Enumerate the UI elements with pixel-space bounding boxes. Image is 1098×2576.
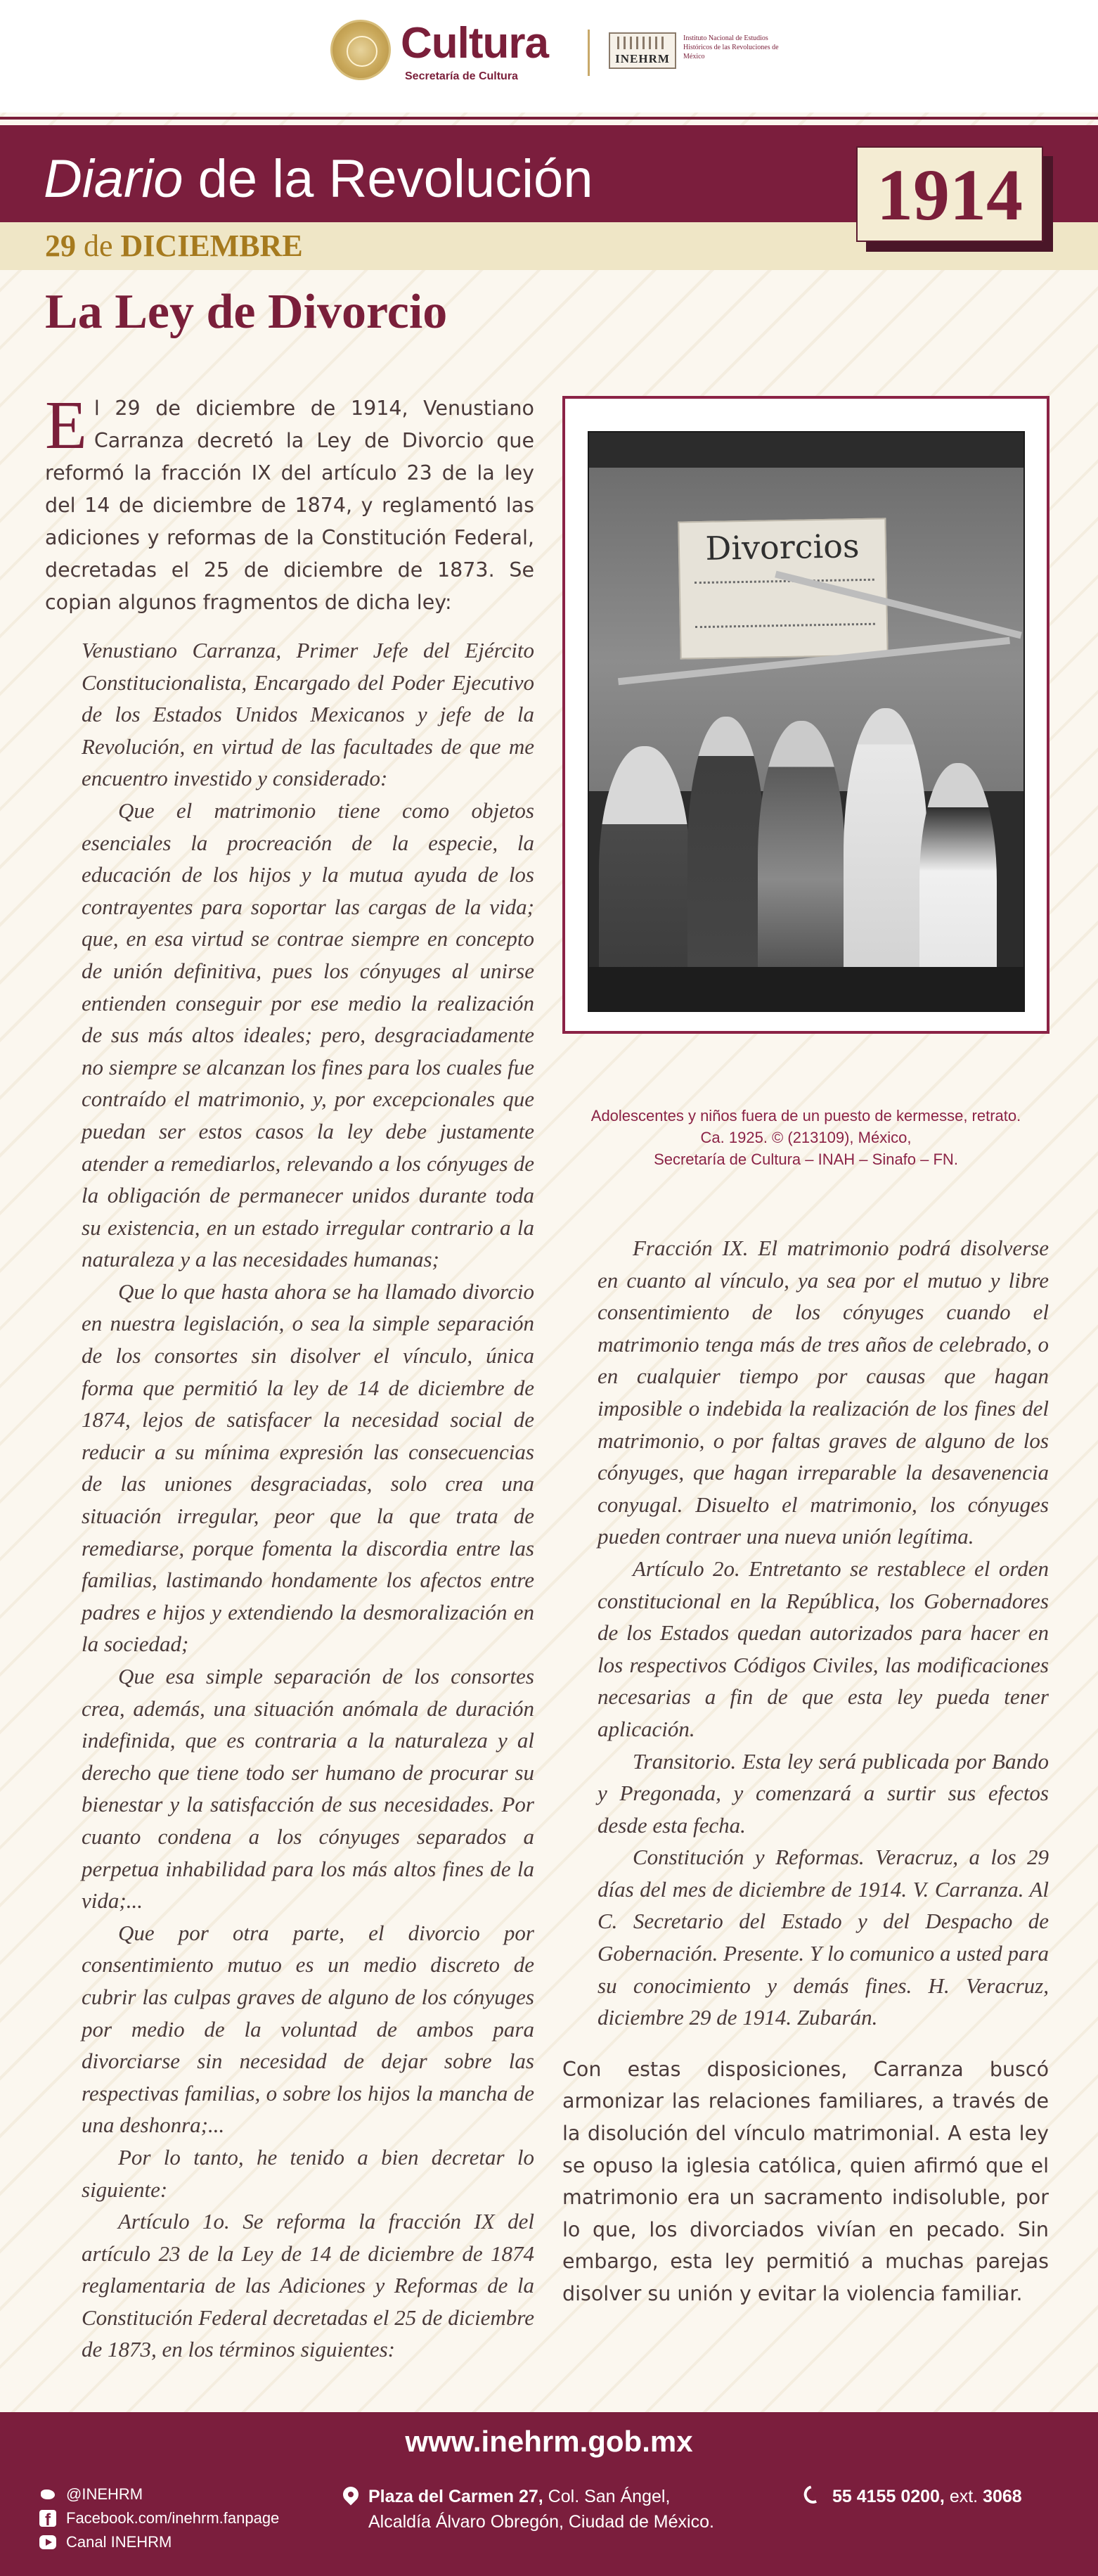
date-day: 29 bbox=[45, 229, 76, 263]
youtube-link[interactable] bbox=[39, 2530, 279, 2554]
caption-line: Ca. 1925. © (213109), México, bbox=[700, 1129, 912, 1146]
caption-line: Secretaría de Cultura – INAH – Sinafo – FN. bbox=[654, 1151, 958, 1168]
facebook-link[interactable] bbox=[39, 2506, 279, 2530]
twitter-handle: @INEHRM bbox=[66, 2485, 143, 2503]
youtube-icon bbox=[39, 2535, 56, 2549]
address-colony: Col. San Ángel, bbox=[543, 2487, 671, 2506]
address-line-2: Alcaldía Álvaro Obregón, Ciudad de México. bbox=[368, 2512, 714, 2532]
caption-line: Adolescentes y niños fuera de un puesto de kermesse, retrato. bbox=[590, 1107, 1021, 1124]
location-pin-icon bbox=[340, 2483, 361, 2505]
quote-paragraph: Que el matrimonio tiene como objetos esenciales la procreación de la especie, la educación de los hijos y la mutua ayuda de los contrayentes para soportar las cargas de la vida; que, en esa virtud se contrae siempre en concepto de unión definitiva, pues los cónyuges al unirse entienden conseguir por ese medio la realización de sus más altos ideales; pero, desgraciadamente no siempre se alcanzan los fines para los cuales fue contraído el matrimonio, y, por excepcionales que puedan ser estos casos la ley debe justamente atender a remediarlos, relevando a los cónyuges de la obligación de permanecer unidos durante toda su existencia, en un estado irregular contrario a la naturaleza y a las necesidades humanas; bbox=[82, 797, 534, 1272]
inehrm-logo-text: INEHRM bbox=[615, 52, 670, 65]
facebook-icon bbox=[39, 2510, 56, 2527]
address-line-1 bbox=[368, 2484, 714, 2509]
quote-paragraph: Que por otra parte, el divorcio por consentimiento mutuo es un medio discreto de cubrir las culpas graves de alguno de los cónyuges por medio de la voluntad de ambos para divorciarse sin necesidad de dejar sobre las respectivas familias, o sobre los hijos la mancha de una deshonra;... bbox=[82, 1920, 534, 2138]
header-rule bbox=[0, 117, 1098, 120]
photo-floor bbox=[589, 967, 1023, 1012]
date-de: de bbox=[84, 229, 113, 263]
website-link[interactable]: www.inehrm.gob.mx bbox=[405, 2425, 693, 2458]
law-quote-right bbox=[598, 1232, 1049, 2034]
date-month: DICIEMBRE bbox=[120, 229, 303, 263]
address bbox=[368, 2484, 714, 2535]
cultura-logo: Cultura bbox=[401, 19, 548, 68]
photo-figure bbox=[758, 721, 845, 1009]
historical-photo bbox=[588, 431, 1025, 1012]
intro-text: l 29 de diciembre de 1914, Venustiano Carranza decretó la Ley de Divorcio que reformó la fracción IX del artículo 23 de la ley del 14 de diciembre de 1874, y reglamentó las adiciones y reformas de la Constitución Federal, decretadas el 25 de diciembre de 1873. Se copian algunos fragmentos de dicha ley: bbox=[45, 397, 534, 614]
photo-caption bbox=[562, 1105, 1049, 1170]
photo-figure bbox=[844, 708, 928, 1011]
series-title-italic: Diario bbox=[44, 149, 183, 209]
photo-sign bbox=[678, 518, 888, 659]
left-column bbox=[45, 387, 534, 2366]
youtube-channel: Canal INEHRM bbox=[66, 2533, 172, 2551]
quote-paragraph: Artículo 2o. Entretanto se restablece el orden constitucional en la República, los Gobernadores de los Estados quedan autorizados para hacer en los respectivos Códigos Civiles, las modificaciones necesarias a fin de que esta ley pueda tener aplicación. bbox=[598, 1556, 1049, 1741]
address-street: Plaza del Carmen 27, bbox=[368, 2487, 543, 2506]
national-seal-icon bbox=[330, 20, 391, 80]
quote-paragraph: Fracción IX. El matrimonio podrá disolverse en cuanto al vínculo, ya sea por el mutuo y libre consentimiento de los cónyuges cuando el matrimonio tenga más de tres años de celebrado, o en cualquier tiempo por causas que hagan imposible o indebida la realización de los fines del matrimonio, o por faltas graves de alguno de los cónyuges, que hagan irreparable la desavenencia conyugal. Disuelto el matrimonio, los cónyuges pueden contraer una nueva unión legítima. bbox=[598, 1236, 1049, 1549]
drop-cap: E bbox=[45, 387, 87, 463]
quote-paragraph: Transitorio. Esta ley será publicada por Bando y Pregonada, y comenzará a surtir sus efectos desde esta fecha. bbox=[598, 1748, 1049, 1838]
quote-paragraph: Que lo que hasta ahora se ha llamado divorcio en nuestra legislación, o sea la simple separación de los consortes sin disolver el vínculo, única forma que permitió la ley de 14 de diciembre de 1874, lejos de satisfacer la necesidad social de reducir a su mínima expresión las consecuencias de las uniones desgraciadas, solo crea una situación irregular, peor que la que trata de remediarse, porque fomenta la discordia entre las familias, lastimando hondamente los afectos entre padres e hijos y extendiendo la desmoralización en la sociedad; bbox=[82, 1279, 534, 1657]
photo-sign-scribbles bbox=[695, 579, 875, 628]
twitter-icon bbox=[39, 2486, 56, 2503]
facebook-page: Facebook.com/inehrm.fanpage bbox=[66, 2509, 280, 2527]
year-box bbox=[856, 146, 1043, 242]
photo-sign-text: Divorcios bbox=[704, 527, 860, 568]
law-quote-left bbox=[82, 634, 534, 2366]
series-title bbox=[44, 148, 593, 210]
quote-paragraph: Constitución y Reformas. Veracruz, a los 29 días del mes de diciembre de 1914. V. Carranza. Al C. Secretario del Estado y del Despacho de Gobernación. Presente. Y lo comunico a usted para su conocimiento y demás fines. H. Veracruz, diciembre 29 de 1914. Zubarán. bbox=[598, 1845, 1049, 2030]
inehrm-logo bbox=[609, 32, 676, 69]
photo-figure bbox=[687, 717, 765, 998]
article-title: La Ley de Divorcio bbox=[45, 285, 448, 339]
quote-paragraph: Que esa simple separación de los consortes crea, además, una situación anómala de duración indefinida, que es contraria a la naturaleza y al derecho que tiene todo ser humano de procurar su bienestar y la satisfacción de sus necesidades. Por cuanto condena a los cónyuges separados a perpetua inhabilidad para los más altos fines de la vida;... bbox=[82, 1664, 534, 1914]
cultura-subtitle: Secretaría de Cultura bbox=[405, 70, 518, 82]
quote-paragraph: Venustiano Carranza, Primer Jefe del Ejército Constitucionalista, Encargado del Poder Ejecutivo de los Estados Unidos Mexicanos y jefe de la Revolución, en virtud de las facultades de que me encuentro investido y considerado: bbox=[82, 638, 534, 791]
quote-paragraph: Artículo 1o. Se reforma la fracción IX del artículo 23 de la Ley de 14 de diciembre de 1874 reglamentaria de las Adiciones y Reformas de la Constitución Federal decretadas el 25 de diciembre de 1873, en los términos siguientes: bbox=[82, 2209, 534, 2362]
phone-ext-label: ext. bbox=[944, 2487, 983, 2506]
top-header bbox=[0, 0, 1098, 113]
phone bbox=[832, 2484, 1022, 2509]
photo-frame bbox=[562, 396, 1049, 1034]
quote-paragraph: Por lo tanto, he tenido a bien decretar lo siguiente: bbox=[82, 2144, 534, 2202]
right-column bbox=[562, 1232, 1049, 2310]
footer bbox=[0, 2412, 1098, 2576]
intro-paragraph bbox=[45, 387, 534, 619]
phone-number: 55 4155 0200, bbox=[832, 2487, 945, 2506]
logo-group bbox=[330, 17, 780, 87]
twitter-link[interactable] bbox=[39, 2482, 279, 2506]
phone-ext: 3068 bbox=[983, 2487, 1022, 2506]
closing-paragraph: Con estas disposiciones, Carranza buscó armonizar las relaciones familiares, a través de la disolución del vínculo matrimonial. A esta ley se opuso la iglesia católica, quien afirmó que el matrimonio era un sacramento indisoluble, por lo que, los divorciados vivían en pecado. Sin embargo, esta ley permitió a muchas parejas disolver su unión y evitar la violencia familiar. bbox=[562, 2057, 1049, 2305]
logo-divider bbox=[588, 30, 590, 76]
date-label bbox=[45, 228, 303, 264]
year-label: 1914 bbox=[877, 155, 1023, 236]
social-links bbox=[39, 2482, 279, 2554]
inehrm-description: Instituto Nacional de Estudios Históricos de las Revoluciones de México bbox=[683, 34, 779, 60]
phone-icon bbox=[801, 2485, 817, 2506]
series-title-rest: de la Revolución bbox=[183, 149, 593, 209]
